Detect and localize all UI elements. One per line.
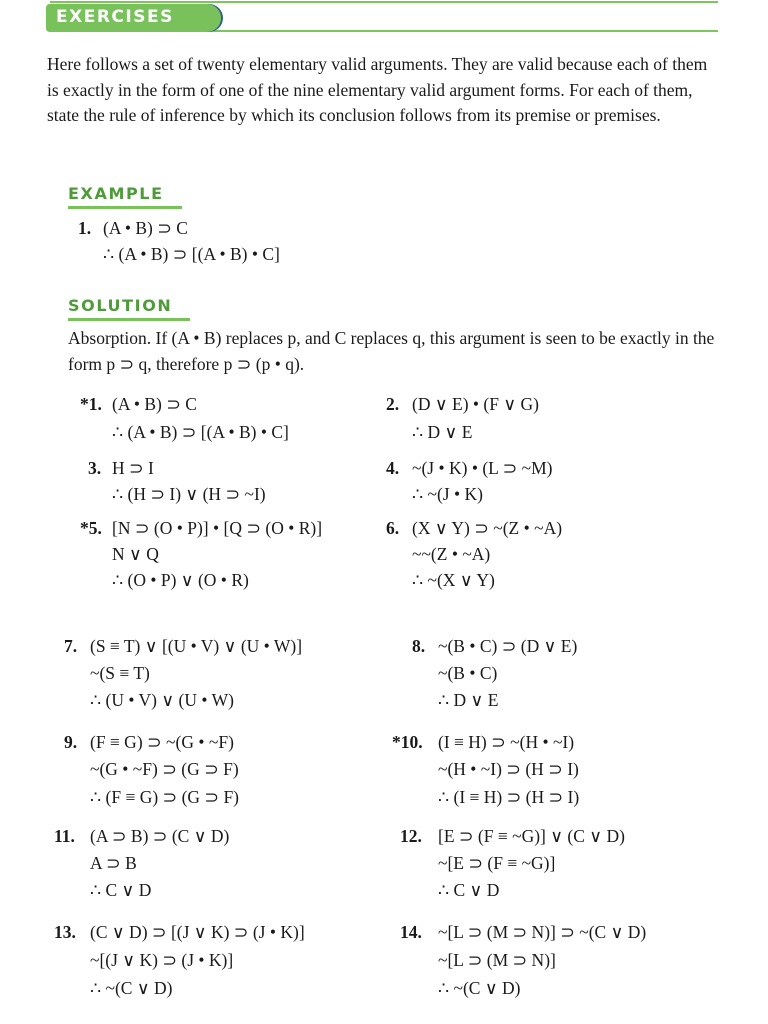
- exercise-line: ~(H • ~I) ⊃ (H ⊃ I): [438, 759, 579, 779]
- exercise-line: ~[L ⊃ (M ⊃ N)] ⊃ ~(C ∨ D): [438, 922, 647, 942]
- exercise-line: ~(J • K) • (L ⊃ ~M): [412, 458, 553, 478]
- header-rule-top: [50, 1, 718, 3]
- exercise-line: ~[L ⊃ (M ⊃ N)]: [438, 950, 556, 970]
- exercise-line: (A ⊃ B) ⊃ (C ∨ D): [90, 826, 230, 846]
- exercise-line: ∴ (H ⊃ I) ∨ (H ⊃ ~I): [112, 484, 266, 504]
- exercise-number: 3.: [88, 458, 102, 478]
- exercise-line: ~(G • ~F) ⊃ (G ⊃ F): [90, 759, 239, 779]
- exercise-line: ∴ ~(J • K): [412, 484, 483, 504]
- exercise-line: ∴ (F ≡ G) ⊃ (G ⊃ F): [90, 787, 240, 807]
- exercise-line: ∴ D ∨ E: [438, 690, 499, 710]
- example-premise: (A • B) ⊃ C: [103, 218, 188, 238]
- solution-heading: SOLUTION: [68, 296, 173, 315]
- exercise-line: ~(S ≡ T): [90, 663, 150, 683]
- exercise-line: ∴ ~(C ∨ D): [90, 978, 173, 998]
- exercise-number: 7.: [64, 636, 78, 656]
- exercise-line: ∴ (I ≡ H) ⊃ (H ⊃ I): [438, 787, 580, 807]
- exercises-badge: [46, 4, 221, 32]
- exercise-line: (S ≡ T) ∨ [(U • V) ∨ (U • W)]: [90, 636, 303, 656]
- exercise-line: (D ∨ E) • (F ∨ G): [412, 394, 540, 414]
- exercise-line: ~[(J ∨ K) ⊃ (J • K)]: [90, 950, 234, 970]
- exercise-line: A ⊃ B: [90, 853, 137, 873]
- exercise-line: ∴ ~(X ∨ Y): [412, 570, 495, 590]
- exercise-number: 13.: [54, 922, 76, 942]
- exercise-line: [E ⊃ (F ≡ ~G)] ∨ (C ∨ D): [438, 826, 625, 846]
- exercise-number: 4.: [386, 458, 400, 478]
- exercise-line: (F ≡ G) ⊃ ~(G • ~F): [90, 732, 234, 752]
- exercise-line: ∴ D ∨ E: [412, 422, 473, 442]
- exercise-line: ∴ C ∨ D: [90, 880, 152, 900]
- exercise-number: 14.: [400, 922, 422, 942]
- exercise-number: *1.: [80, 394, 102, 414]
- exercise-number: 6.: [386, 518, 400, 538]
- exercise-number: 12.: [400, 826, 422, 846]
- exercise-number: 2.: [386, 394, 400, 414]
- exercise-line: ~[E ⊃ (F ≡ ~G)]: [438, 853, 556, 873]
- exercises-heading: EXERCISES: [56, 7, 174, 27]
- solution-text: Absorption. If (A • B) replaces p, and C replaces q, this argument is seen to be exactly in the form p ⊃ q, therefore p ⊃ (p • q).: [68, 328, 715, 374]
- exercise-number: *5.: [80, 518, 102, 538]
- exercise-number: 11.: [54, 826, 75, 846]
- exercise-line: ~(B • C): [438, 663, 498, 683]
- exercise-line: ~(B • C) ⊃ (D ∨ E): [438, 636, 578, 656]
- intro-paragraph: Here follows a set of twenty elementary valid arguments. They are valid because each of them is exactly in the form of one of the nine elementary valid argument forms. For each of them, state the rule of inference by which its conclusion follows from its premise or premises.: [47, 54, 708, 125]
- exercise-line: (A • B) ⊃ C: [112, 394, 197, 414]
- example-rule: [68, 206, 182, 209]
- exercise-line: ∴ ~(C ∨ D): [438, 978, 521, 998]
- exercise-number: 9.: [64, 732, 78, 752]
- example-heading: EXAMPLE: [68, 184, 164, 203]
- exercise-line: ∴ C ∨ D: [438, 880, 500, 900]
- exercise-line: ∴ (A • B) ⊃ [(A • B) • C]: [112, 422, 289, 442]
- exercise-line: ∴ (O • P) ∨ (O • R): [112, 570, 249, 590]
- exercise-number: 8.: [412, 636, 426, 656]
- exercise-line: (I ≡ H) ⊃ ~(H • ~I): [438, 732, 575, 752]
- example-conclusion: ∴ (A • B) ⊃ [(A • B) • C]: [103, 244, 280, 264]
- solution-rule: [68, 318, 190, 321]
- exercise-number: *10.: [392, 732, 423, 752]
- exercise-line: [N ⊃ (O • P)] • [Q ⊃ (O • R)]: [112, 518, 323, 538]
- exercise-line: H ⊃ I: [112, 458, 154, 478]
- exercise-line: N ∨ Q: [112, 544, 159, 564]
- exercise-line: ∴ (U • V) ∨ (U • W): [90, 690, 234, 710]
- example-number: 1.: [78, 218, 92, 238]
- exercise-line: ~~(Z • ~A): [412, 544, 491, 564]
- exercise-line: (X ∨ Y) ⊃ ~(Z • ~A): [412, 518, 563, 538]
- header-rule-bottom: [210, 30, 718, 32]
- exercise-line: (C ∨ D) ⊃ [(J ∨ K) ⊃ (J • K)]: [90, 922, 305, 942]
